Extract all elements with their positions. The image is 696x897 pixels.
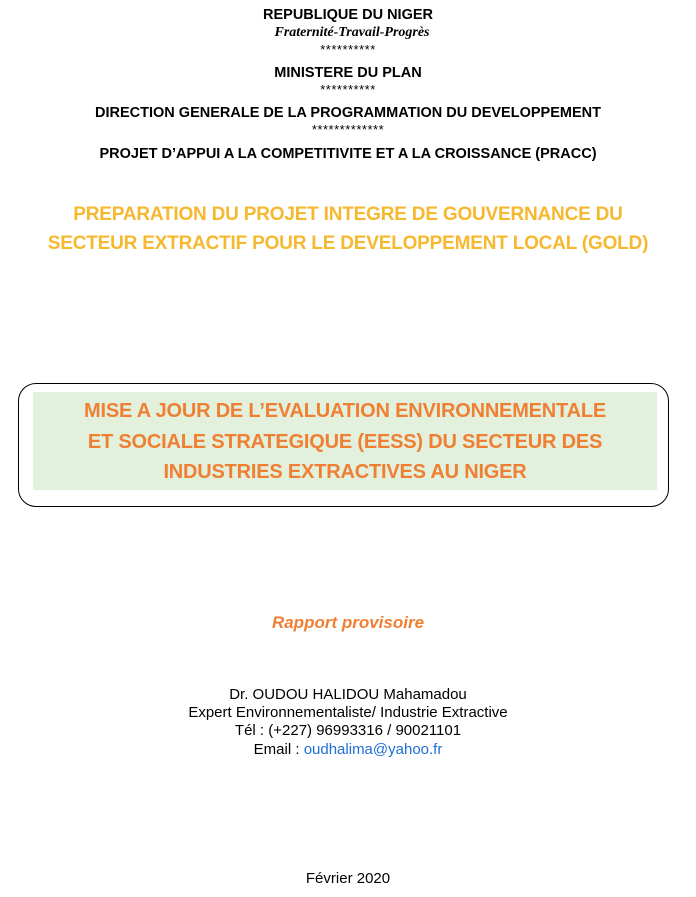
study-title-frame [18, 383, 669, 507]
study-title-line-3: INDUSTRIES EXTRACTIVES AU NIGER [163, 461, 527, 483]
author-name: Dr. OUDOU HALIDOU Mahamadou [229, 686, 467, 703]
national-motto: Fraternité-Travail-Progrès [274, 25, 430, 40]
author-email-line [0, 740, 696, 759]
separator-stars-2: ********** [320, 82, 376, 97]
study-title-line-1: MISE A JOUR DE L’EVALUATION ENVIRONNEMENTALE [84, 400, 606, 422]
author-phone: Tél : (+227) 96993316 / 90021101 [234, 722, 462, 739]
country-name: REPUBLIQUE DU NIGER [263, 7, 433, 23]
support-project-name: PROJET D’APPUI A LA COMPETITIVITE ET A LA CROISSANCE (PRACC) [99, 146, 597, 162]
directorate-name: DIRECTION GENERALE DE LA PROGRAMMATION DU DEVELOPPEMENT [95, 105, 601, 121]
project-title-line-1: PREPARATION DU PROJET INTEGRE DE GOUVERNANCE DU [73, 204, 623, 225]
author-role: Expert Environnementaliste/ Industrie Extractive [188, 704, 508, 721]
report-status: Rapport provisoire [271, 613, 425, 632]
study-title-line-2: ET SOCIALE STRATEGIQUE (EESS) DU SECTEUR DES [87, 431, 603, 453]
document-date: Février 2020 [305, 870, 391, 887]
email-link[interactable]: oudhalima@yahoo.fr [303, 741, 443, 758]
ministry-name: MINISTERE DU PLAN [274, 65, 422, 81]
study-title-panel [33, 392, 657, 490]
separator-stars-3: ************* [311, 122, 385, 137]
project-title-line-2: SECTEUR EXTRACTIF POUR LE DEVELOPPEMENT LOCAL (GOLD) [47, 233, 649, 254]
email-label: Email : [253, 741, 304, 758]
separator-stars-1: ********** [320, 42, 376, 57]
